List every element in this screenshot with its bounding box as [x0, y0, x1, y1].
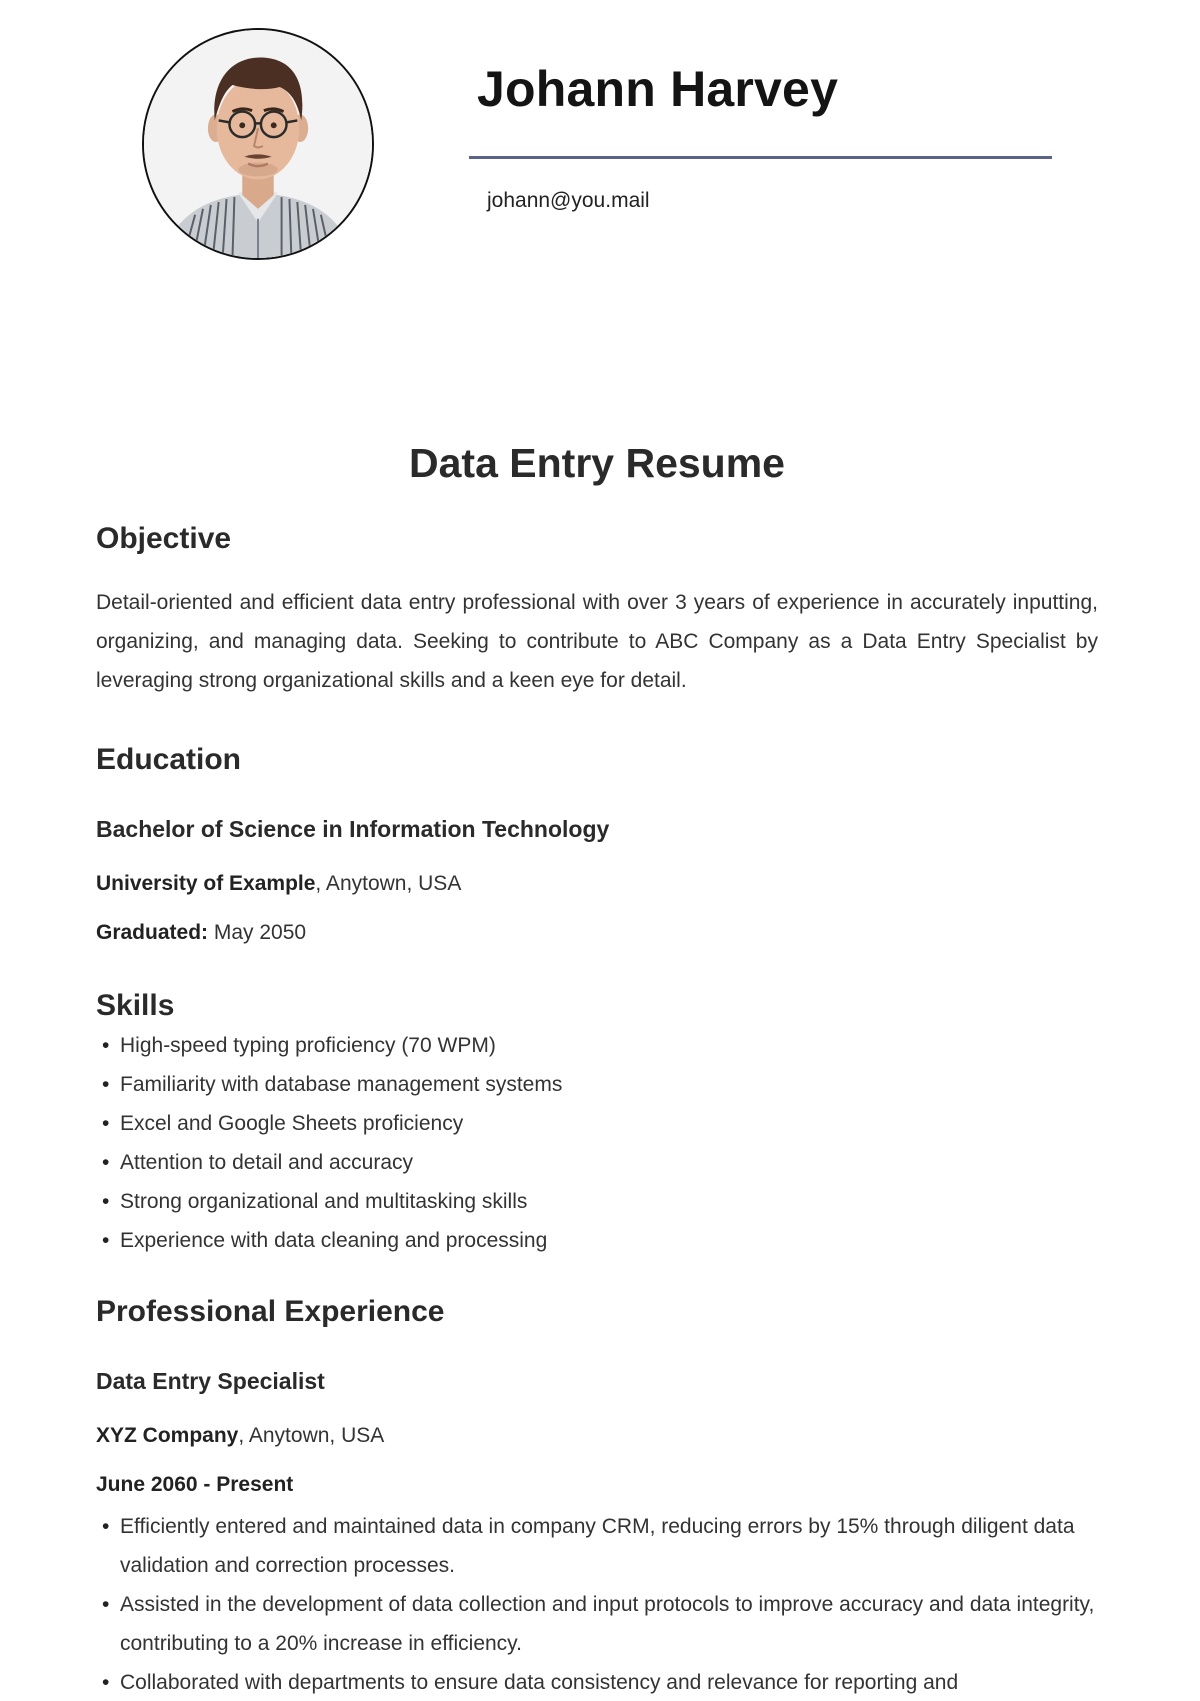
degree-title: Bachelor of Science in Information Technology [96, 816, 610, 843]
skill-item: • Strong organizational and multitasking skills [96, 1182, 1098, 1221]
graduated-label: Graduated: [96, 921, 209, 945]
skills-heading: Skills [96, 989, 175, 1023]
document-title: Data Entry Resume [409, 440, 785, 486]
resume-body [96, 440, 1098, 1701]
company-location: , Anytown, USA [238, 1423, 385, 1447]
skill-item: • Excel and Google Sheets proficiency [96, 1104, 1098, 1143]
experience-bullet: • Collaborated with departments to ensure data consistency and relevance for reporting and [96, 1663, 1098, 1701]
skill-item: • Experience with data cleaning and processing [96, 1221, 1098, 1260]
candidate-name: Johann Harvey [477, 61, 839, 117]
skill-item: • Attention to detail and accuracy [96, 1143, 1098, 1182]
school-line [96, 870, 1098, 897]
school-name: University of Example [96, 871, 316, 895]
experience-section [96, 1294, 1098, 1701]
graduated-date: May 2050 [208, 921, 307, 945]
section-spacer [96, 1260, 1098, 1294]
skill-item: • Familiarity with database management systems [96, 1065, 1098, 1104]
job-dates: June 2060 - Present [96, 1473, 294, 1497]
school-location: , Anytown, USA [315, 871, 462, 895]
objective-heading: Objective [96, 522, 232, 556]
objective-section [96, 521, 1098, 700]
experience-bullet: • Assisted in the development of data collection and input protocols to improve accuracy and data integrity, contributing to a 20% increase in efficiency. [96, 1585, 1098, 1663]
experience-bullets [96, 1507, 1098, 1701]
profile-photo [142, 28, 374, 260]
experience-bullet: • Efficiently entered and maintained data in company CRM, reducing errors by 15% through diligent data validation and correction processes. [96, 1507, 1098, 1585]
graduation-line [96, 919, 1098, 946]
job-role: Data Entry Specialist [96, 1368, 325, 1395]
education-heading: Education [96, 743, 242, 777]
contact-email: johann@you.mail [487, 189, 650, 212]
header-divider [469, 156, 1052, 159]
skill-item: • High-speed typing proficiency (70 WPM) [96, 1026, 1098, 1065]
section-spacer [96, 946, 1098, 988]
education-section [96, 742, 1098, 946]
skills-section [96, 988, 1098, 1260]
section-spacer [96, 700, 1098, 742]
objective-text: Detail-oriented and efficient data entry professional with over 3 years of experience in accurately inputting, organizing, and managing data. Seeking to contribute to ABC Company as a Data Entry Specialist by leveraging strong organizational skills and a keen eye for detail. [96, 591, 1098, 693]
skills-list [96, 1026, 1098, 1260]
company-line [96, 1422, 1098, 1449]
company-name: XYZ Company [96, 1423, 239, 1447]
experience-heading: Professional Experience [96, 1295, 445, 1329]
